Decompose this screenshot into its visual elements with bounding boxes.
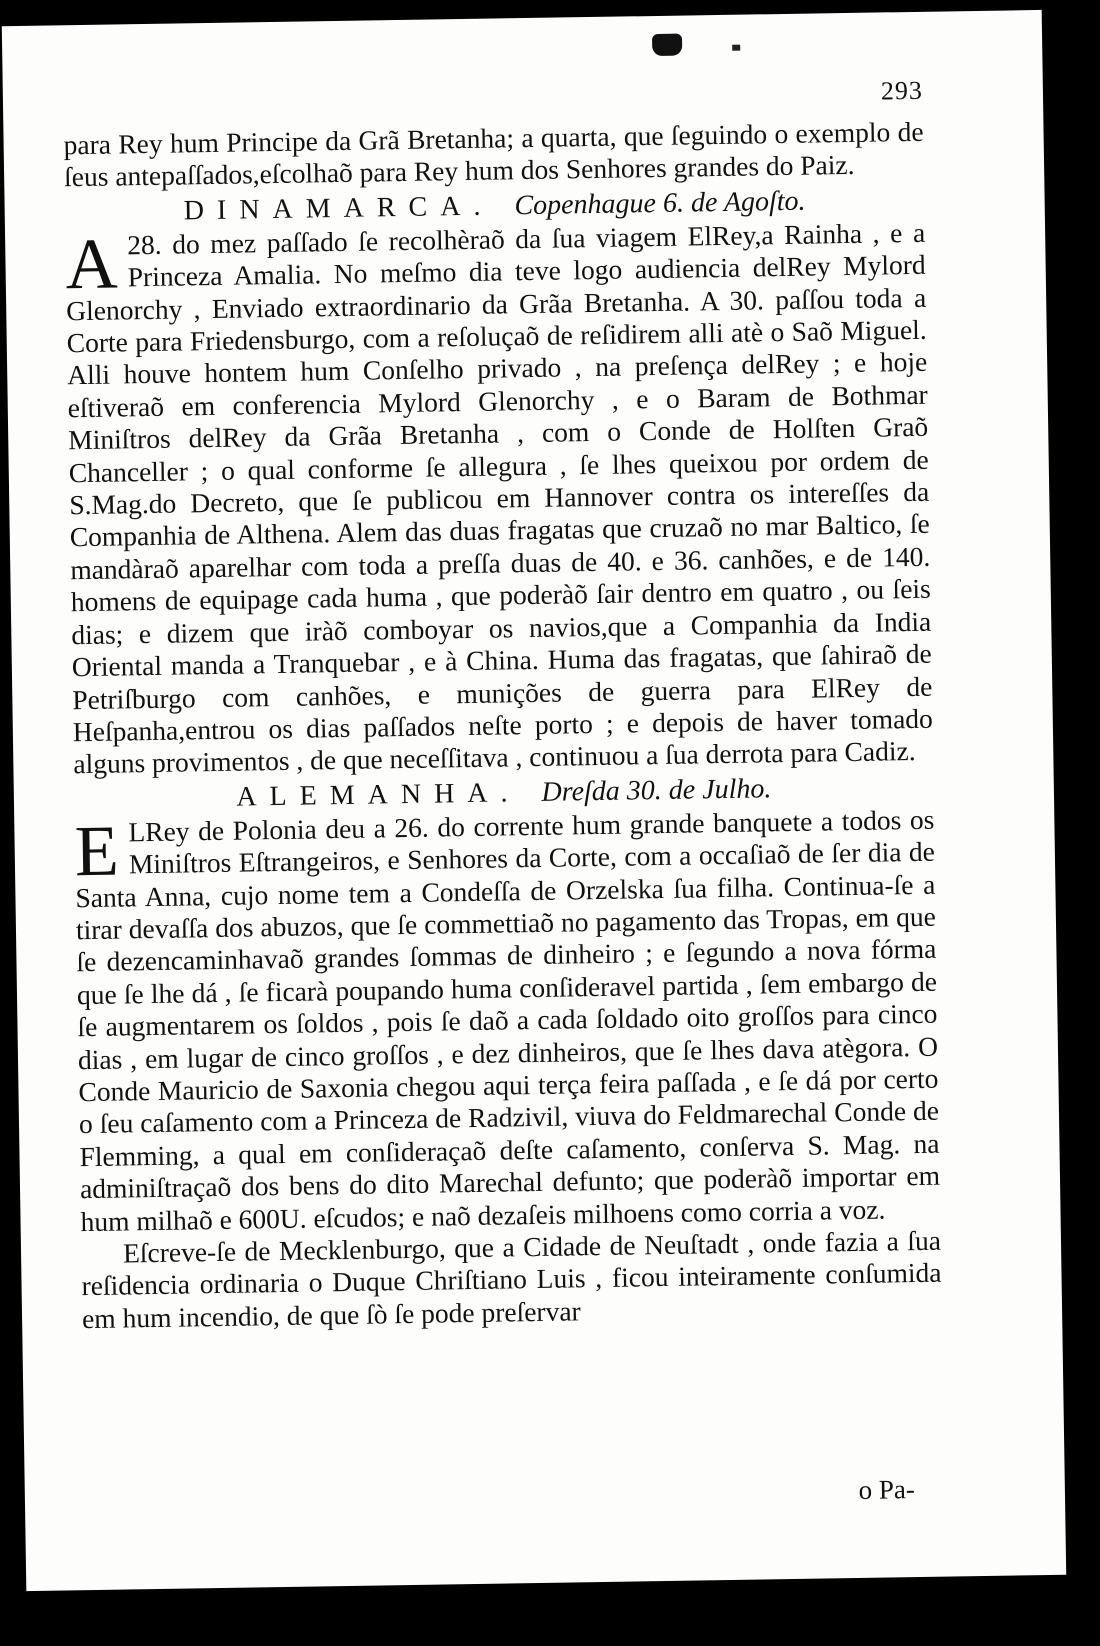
page-number: 293	[880, 75, 924, 106]
section-country: ALEMANHA.	[236, 776, 521, 813]
catchword: o Pa-	[858, 1474, 916, 1505]
section-paragraph-alemanha	[74, 803, 941, 1238]
drop-cap: A	[64, 223, 119, 305]
paragraph-text: LRey de Polonia deu a 26. do corrente hum grande banquete a todos os Miniſtros Eſtrangeiros, e Senhores da Corte, com a occaſiaõ de ſer dia de Santa Anna, cujo nome tem a Condeſſa de Orzelska ſua filha. Continua-ſe a tirar devaſſa dos abuzos, que ſe commettiaõ no pagamento das Tropas, em que ſe dezencaminhavaõ grandes ſommas de dinheiro ; e ſegundo a nova fórma que ſe lhe dá , ſe ficarà poupando huma conſideravel partida , ſem embargo de ſe augmentarem os ſoldos , pois ſe daõ a cada ſoldado oito groſſos para cinco dias , em lugar de cinco groſſos , e dez dinheiros, que ſe lhes dava atègora. O Conde Mauricio de Saxonia chegou aqui terça feira paſſada , e ſe dá por certo o ſeu caſamento com a Princeza de Radzivil, viuva do Feldmarechal Conde de Flemming, a qual em conſideraçaõ deſte caſamento, conſerva S. Mag. na adminiſtraçaõ dos bens do dito Marechal defunto; que poderàõ importar em hum milhaõ e 600U. eſcudos; e naõ dezaſeis milhoens como corria a voz.	[75, 803, 941, 1237]
section-country: DINAMARCA.	[183, 190, 494, 227]
section-paragraph-dinamarca	[65, 217, 934, 781]
drop-cap: E	[74, 810, 120, 891]
section-dateline: Dreſda 30. de Julho.	[541, 772, 772, 808]
document-page	[2, 10, 1066, 1591]
text-body	[63, 116, 942, 1336]
binding-mark	[652, 34, 682, 56]
paragraph-text: 28. do mez paſſado ſe recolhèraõ da ſua viagem ElRey,a Rainha , e a Princeza Amalia. No meſmo dia teve logo audiencia delRey Mylord Glenorchy , Enviado extraordinario da Grãa Bretanha. A 30. paſſou toda a Corte para Friedensburgo, com a reſoluçaõ de reſidirem alli atè o Saõ Miguel. Alli houve hontem hum Conſelho privado , na preſença delRey ; e hoje eſtiveraõ em conferencia Mylord Glenorchy , e o Baram de Bothmar Miniſtros delRey da Grãa Bretanha , com o Conde de Holſten Graõ Chanceller ; o qual conforme ſe allegura , ſe lhes queixou por ordem de S.Mag.do Decreto, que ſe publicou em Hannover contra os intereſſes da Companhia de Althena. Alem das duas fragatas que cruzaõ no mar Baltico, ſe mandàraõ aparelhar com toda a preſſa duas de 40. e 36. canhões, e de 140. homens de equipage cada huma , que poderàõ ſair dentro em quatro , ou ſeis dias; e dizem que iràõ comboyar os navios,que a Companhia da India Oriental manda a Tranquebar , e à China. Huma das fragatas, que ſahiraõ de Petriſburgo com canhões, e munições de guerra para ElRey de Heſpanha,entrou os dias paſſados neſte porto ; e depois de haver tomado alguns provimentos , de que neceſſitava , continuou a ſua derrota para Cadiz.	[66, 216, 933, 780]
section-dateline: Copenhague 6. de Agoſto.	[514, 185, 806, 222]
paragraph-mecklenburgo: Eſcreve-ſe de Mecklenburgo, que a Cidade de Neuſtadt , onde fazia a ſua reſidencia ordinaria o Duque Chriſtiano Luis , ficou inteiramente conſumida em hum incendio, de que ſò ſe pode preſervar	[81, 1224, 942, 1334]
opening-paragraph: para Rey hum Principe da Grã Bretanha; a quarta, que ſeguindo o exemplo de ſeus antepaſſados,eſcolhaõ para Rey hum dos Senhores grandes do Paiz.	[63, 115, 924, 193]
binding-dot	[732, 45, 740, 51]
